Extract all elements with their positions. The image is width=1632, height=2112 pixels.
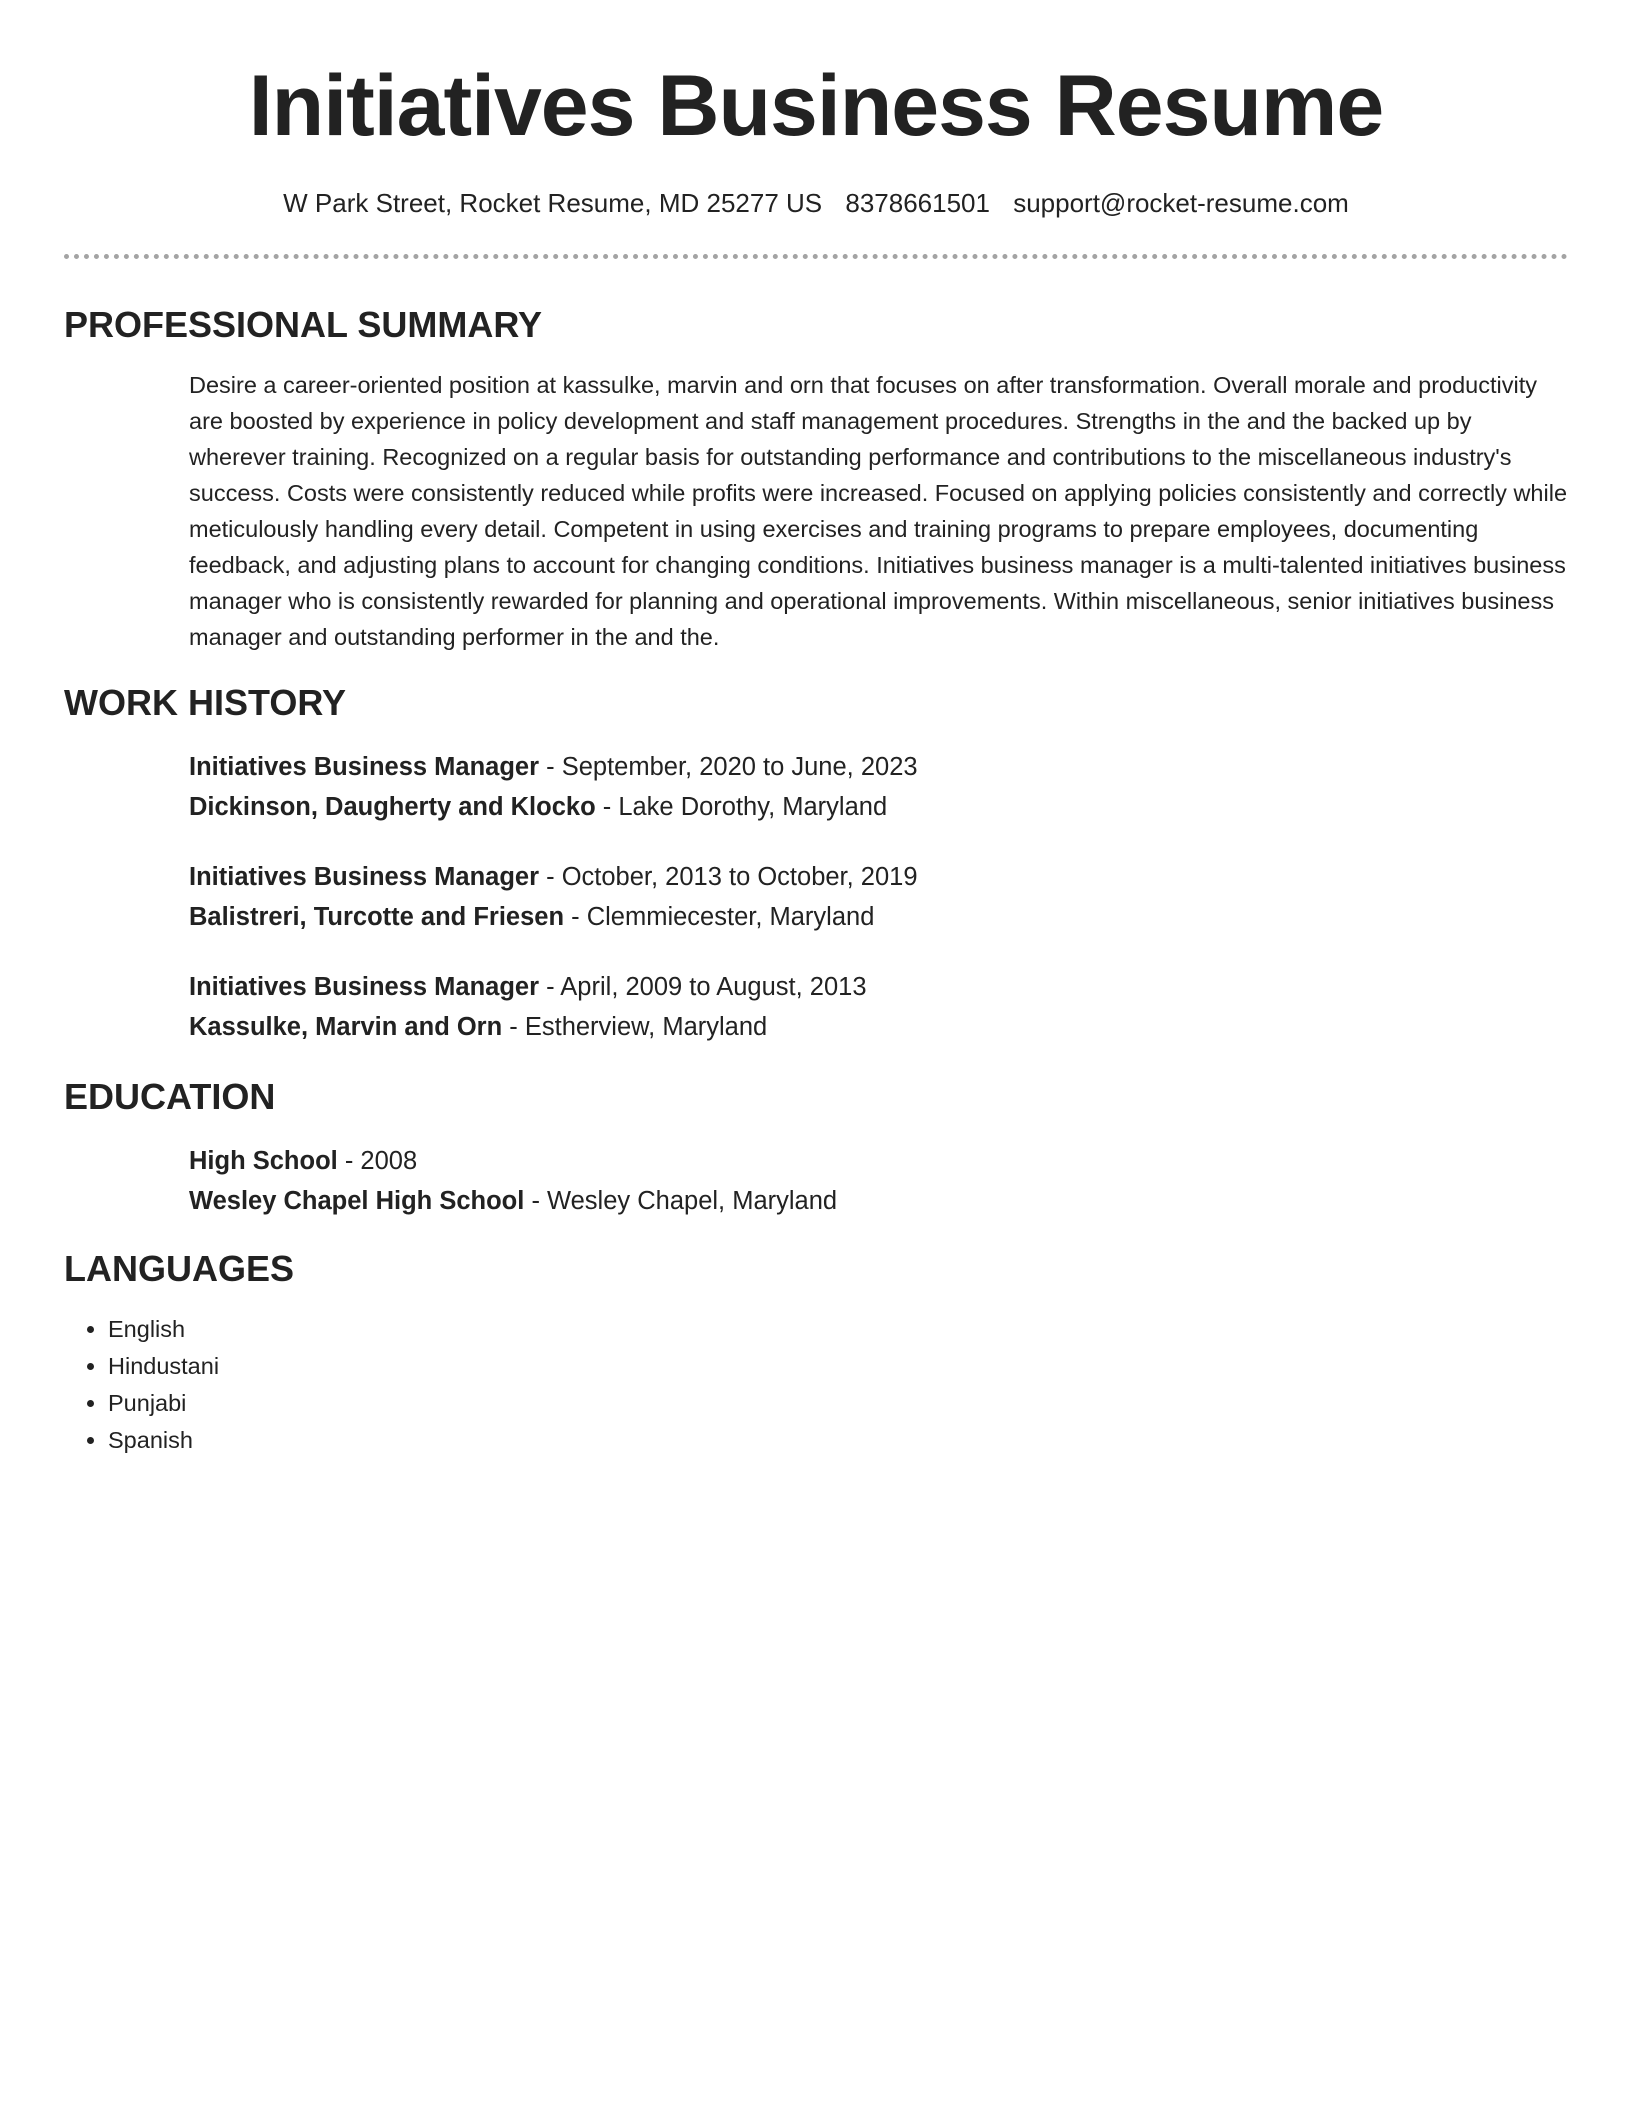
degree: High School (189, 1147, 338, 1175)
job-company: Balistreri, Turcotte and Friesen (189, 903, 565, 931)
languages-heading: LANGUAGES (64, 1248, 295, 1289)
language-item: • English (108, 1311, 1568, 1348)
job-location: - Estherview, Maryland (502, 1013, 768, 1041)
header-divider (64, 254, 1568, 259)
work-history-section (64, 681, 1568, 1047)
degree-line (189, 1141, 1568, 1181)
education-heading: EDUCATION (64, 1076, 276, 1117)
school-line (189, 1181, 1568, 1221)
language-item: • Hindustani (108, 1348, 1568, 1385)
education-entry (189, 1141, 1568, 1221)
job-location: - Lake Dorothy, Maryland (595, 793, 888, 821)
resume-title: Initiatives Business Resume (248, 58, 1384, 154)
job-company: Dickinson, Daugherty and Klocko (189, 793, 596, 821)
contact-line (64, 186, 1568, 220)
summary-section (64, 303, 1568, 655)
education-section (64, 1075, 1568, 1221)
job-title: Initiatives Business Manager (189, 973, 540, 1001)
job-company-line (189, 787, 1568, 827)
job-dates: - April, 2009 to August, 2013 (539, 973, 867, 1001)
job-title: Initiatives Business Manager (189, 753, 540, 781)
school-name: Wesley Chapel High School (189, 1187, 525, 1215)
job-entry (189, 967, 1568, 1047)
job-entry (189, 857, 1568, 937)
language-item: • Punjabi (108, 1385, 1568, 1422)
job-title-line (189, 747, 1568, 787)
education-list (189, 1141, 1568, 1221)
languages-list (64, 1311, 1568, 1459)
school-location: - Wesley Chapel, Maryland (524, 1187, 838, 1215)
job-company-line (189, 897, 1568, 937)
job-title-line (189, 857, 1568, 897)
graduation-year: - 2008 (337, 1147, 418, 1175)
language-item: • Spanish (108, 1422, 1568, 1459)
summary-heading: PROFESSIONAL SUMMARY (64, 304, 543, 345)
job-location: - Clemmiecester, Maryland (564, 903, 875, 931)
contact-phone: 8378661501 (845, 188, 990, 218)
job-title-line (189, 967, 1568, 1007)
job-company-line (189, 1007, 1568, 1047)
job-dates: - October, 2013 to October, 2019 (539, 863, 918, 891)
job-dates: - September, 2020 to June, 2023 (539, 753, 918, 781)
work-history-list (189, 747, 1568, 1047)
summary-text: Desire a career-oriented position at kassulke, marvin and orn that focuses on after transformation. Overall morale and productivity are boosted by experience in policy development and staff management procedures. Strengths in the and the backed up by wherever training. Recognized on a regular basis for outstanding performance and contributions to the miscellaneous industry's success. Costs were consistently reduced while profits were increased. Focused on applying policies consistently and correctly while meticulously handling every detail. Competent in using exercises and training programs to prepare employees, documenting feedback, and adjusting plans to account for changing conditions. Initiatives business manager is a multi-talented initiatives business manager who is consistently rewarded for planning and operational improvements. Within miscellaneous, senior initiatives business manager and outstanding performer in the and the. (189, 372, 1568, 650)
contact-email: support@rocket-resume.com (1013, 188, 1349, 218)
work-history-heading: WORK HISTORY (64, 682, 347, 723)
job-entry (189, 747, 1568, 827)
job-company: Kassulke, Marvin and Orn (189, 1013, 503, 1041)
job-title: Initiatives Business Manager (189, 863, 540, 891)
languages-section (64, 1247, 1568, 1459)
contact-address: W Park Street, Rocket Resume, MD 25277 US (283, 188, 823, 218)
